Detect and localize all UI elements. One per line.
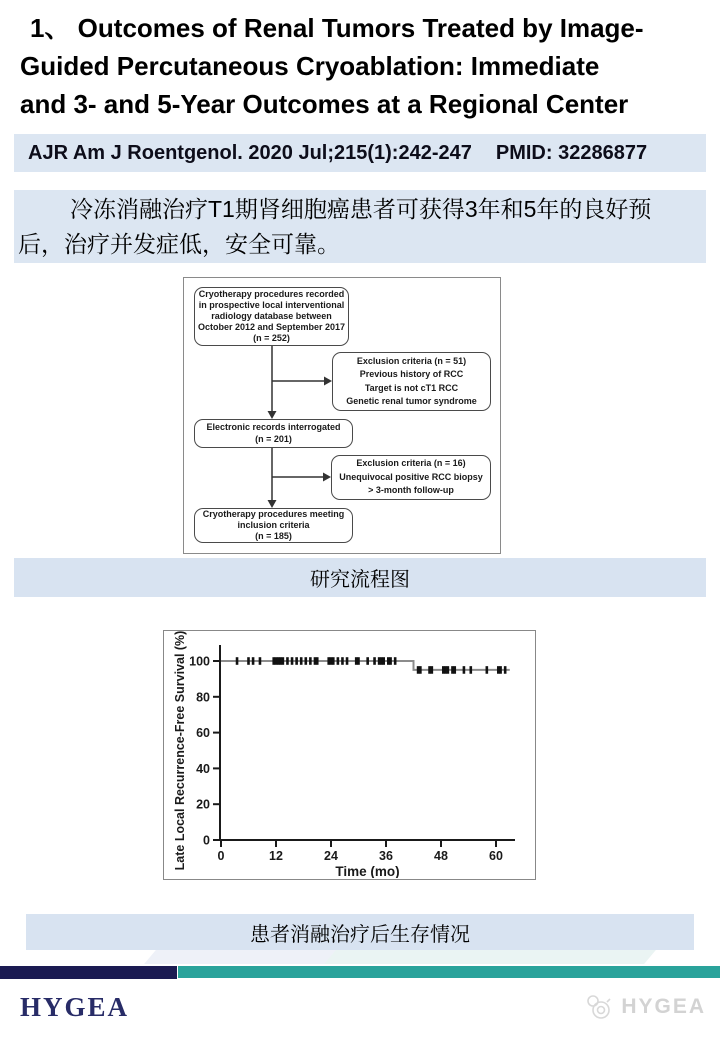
flow-text: in prospective local interventional bbox=[198, 300, 345, 310]
flow-text: (n = 252) bbox=[253, 333, 290, 343]
svg-text:60: 60 bbox=[489, 849, 503, 863]
survival-caption: 患者消融治疗后生存情况 bbox=[26, 914, 694, 950]
flow-text: inclusion criteria bbox=[237, 520, 310, 530]
svg-text:60: 60 bbox=[196, 726, 210, 741]
title-line-3: and 3- and 5-Year Outcomes at a Regional Center bbox=[20, 89, 629, 119]
flow-text: (n = 201) bbox=[255, 433, 292, 444]
svg-text:0: 0 bbox=[217, 849, 225, 863]
flow-text: radiology database between bbox=[211, 311, 332, 321]
svg-text:20: 20 bbox=[196, 797, 210, 812]
flow-text: October 2012 and September 2017 bbox=[197, 322, 346, 332]
summary-box bbox=[14, 190, 706, 263]
flow-text: Cryotherapy procedures meeting bbox=[202, 509, 345, 519]
svg-text:100: 100 bbox=[189, 654, 210, 669]
flow-text: Exclusion criteria (n = 16) bbox=[356, 458, 466, 469]
svg-text:36: 36 bbox=[379, 849, 393, 863]
svg-text:24: 24 bbox=[324, 849, 338, 863]
footer-streak-teal bbox=[324, 950, 656, 964]
flow-box-exclusion-2 bbox=[331, 455, 491, 500]
journal-reference: AJR Am J Roentgenol. 2020 Jul;215(1):242-247 bbox=[28, 141, 472, 164]
flow-text: Cryotherapy procedures recorded bbox=[198, 289, 345, 299]
flow-box-enrollment bbox=[194, 287, 349, 346]
km-survival-chart bbox=[164, 631, 534, 878]
paper-title bbox=[0, 9, 720, 123]
flow-box-exclusion-1 bbox=[332, 352, 491, 411]
watermark-text: HYGEA bbox=[621, 995, 706, 1018]
svg-text:40: 40 bbox=[196, 761, 210, 776]
flow-text: Previous history of RCC bbox=[359, 369, 464, 379]
flow-text: > 3-month follow-up bbox=[368, 485, 454, 496]
flow-text: Unequivocal positive RCC biopsy bbox=[339, 471, 483, 482]
title-line-1: 1、 Outcomes of Renal Tumors Treated by Image- bbox=[30, 13, 644, 43]
camera-icon bbox=[583, 992, 615, 1022]
title-line-2: Guided Percutaneous Cryoablation: Immediate bbox=[20, 51, 600, 81]
flow-box-inclusion bbox=[194, 508, 353, 543]
hygea-logo: HYGEA bbox=[20, 992, 130, 1022]
footer-bar-teal bbox=[178, 966, 720, 978]
svg-text:Time (mo): Time (mo) bbox=[335, 864, 400, 878]
km-chart-panel bbox=[163, 630, 536, 880]
svg-text:12: 12 bbox=[269, 849, 283, 863]
flow-text: Target is not cT1 RCC bbox=[364, 382, 459, 393]
summary-line-2: 后，治疗并发症低，安全可靠。 bbox=[18, 231, 340, 257]
flow-text: (n = 185) bbox=[255, 531, 292, 541]
svg-text:Late Local Recurrence-Free Sur: Late Local Recurrence-Free Survival (%) bbox=[173, 631, 187, 871]
citation-bar bbox=[14, 134, 706, 172]
footer-bar-navy bbox=[0, 966, 177, 979]
flow-box-records bbox=[194, 419, 353, 448]
flow-text: Genetic renal tumor syndrome bbox=[346, 396, 477, 406]
svg-text:0: 0 bbox=[203, 833, 210, 848]
flowchart-caption: 研究流程图 bbox=[14, 558, 706, 597]
svg-text:48: 48 bbox=[434, 849, 448, 863]
summary-line-1: 冷冻消融治疗T1期肾细胞癌患者可获得3年和5年的良好预 bbox=[70, 196, 652, 222]
svg-text:80: 80 bbox=[196, 690, 210, 705]
pmid: PMID: 32286877 bbox=[495, 141, 648, 164]
flow-text: Exclusion criteria (n = 51) bbox=[356, 355, 467, 366]
hygea-watermark bbox=[583, 992, 706, 1022]
study-flowchart-panel bbox=[183, 277, 501, 554]
flow-text: Electronic records interrogated bbox=[206, 422, 341, 432]
